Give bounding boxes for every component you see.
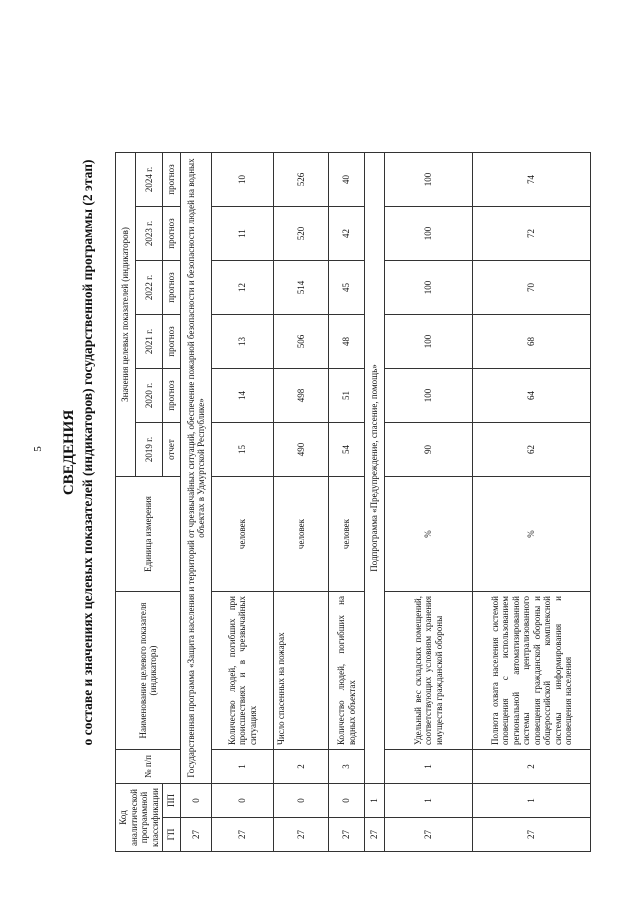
- row-value: 45: [329, 261, 365, 315]
- row-num: 1: [212, 750, 274, 784]
- header-kind: прогноз: [163, 315, 181, 369]
- row-value: 90: [385, 423, 473, 477]
- row-value: 64: [473, 369, 591, 423]
- row-name: Количество людей, погибших на водных объектах: [329, 592, 365, 750]
- header-year: 2024 г.: [135, 153, 162, 207]
- header-gp: ГП: [163, 818, 181, 852]
- row-unit: человек: [274, 477, 329, 592]
- row-unit: %: [473, 477, 591, 592]
- header-kind: прогноз: [163, 153, 181, 207]
- row-unit: %: [385, 477, 473, 592]
- section-title: Подпрограмма «Предупреждение, спасение, помощь»: [365, 153, 385, 784]
- header-year: 2023 г.: [135, 207, 162, 261]
- row-value: 13: [212, 315, 274, 369]
- page-number: 5: [32, 446, 44, 452]
- row-value: 520: [274, 207, 329, 261]
- row-gp: 27: [385, 818, 473, 852]
- row-name: Удельный вес складских помещений, соответствующих условиям хранения имущества гражданской обороны: [385, 592, 473, 750]
- header-pp: ПП: [163, 784, 181, 818]
- row-value: 10: [212, 153, 274, 207]
- header-values-group: Значения целевых показателей (индикаторов): [116, 153, 136, 477]
- row-pp: 0: [212, 784, 274, 818]
- row-value: 54: [329, 423, 365, 477]
- section-gp: 27: [181, 818, 212, 852]
- row-value: 12: [212, 261, 274, 315]
- header-name: Наименование целевого показателя (индикатора): [116, 592, 181, 750]
- header-year: 2020 г.: [135, 369, 162, 423]
- row-value: 72: [473, 207, 591, 261]
- row-gp: 27: [329, 818, 365, 852]
- row-name: Число спасенных на пожарах: [274, 592, 329, 750]
- row-value: 100: [385, 369, 473, 423]
- section-pp: 1: [365, 784, 385, 818]
- row-unit: человек: [329, 477, 365, 592]
- row-num: 3: [329, 750, 365, 784]
- row-value: 62: [473, 423, 591, 477]
- document-title: СВЕДЕНИЯ: [61, 409, 77, 496]
- row-name: Количество людей, погибших при происшествиях и в чрезвычайных ситуациях: [212, 592, 274, 750]
- header-kind: прогноз: [163, 369, 181, 423]
- row-value: 51: [329, 369, 365, 423]
- header-year: 2021 г.: [135, 315, 162, 369]
- header-num: № п/п: [116, 750, 181, 784]
- row-value: 506: [274, 315, 329, 369]
- row-value: 40: [329, 153, 365, 207]
- header-kind: прогноз: [163, 261, 181, 315]
- row-pp: 1: [473, 784, 591, 818]
- indicators-table: [115, 152, 591, 852]
- row-value: 100: [385, 315, 473, 369]
- row-value: 490: [274, 423, 329, 477]
- row-gp: 27: [212, 818, 274, 852]
- row-value: 100: [385, 261, 473, 315]
- header-kind: отчет: [163, 423, 181, 477]
- row-num: 1: [385, 750, 473, 784]
- document-subtitle: о составе и значениях целевых показателей (индикаторов) государственной программы (2 этап): [80, 159, 95, 746]
- section-gp: 27: [365, 818, 385, 852]
- row-gp: 27: [473, 818, 591, 852]
- row-value: 526: [274, 153, 329, 207]
- row-value: 14: [212, 369, 274, 423]
- row-value: 100: [385, 207, 473, 261]
- row-value: 498: [274, 369, 329, 423]
- header-code-group: Код аналитической программной классификации: [116, 784, 163, 852]
- row-unit: человек: [212, 477, 274, 592]
- row-value: 48: [329, 315, 365, 369]
- header-kind: прогноз: [163, 207, 181, 261]
- row-value: 68: [473, 315, 591, 369]
- row-pp: 0: [274, 784, 329, 818]
- header-unit: Единица измерения: [116, 477, 181, 592]
- row-value: 100: [385, 153, 473, 207]
- row-gp: 27: [274, 818, 329, 852]
- row-value: 15: [212, 423, 274, 477]
- section-title: Государственная программа «Защита населения и территорий от чрезвычайных ситуаций, обеспечение пожарной безопасности и безопасности людей на водных объектах в Удмуртской Республике»: [181, 153, 212, 784]
- row-value: 70: [473, 261, 591, 315]
- row-num: 2: [473, 750, 591, 784]
- row-value: 11: [212, 207, 274, 261]
- row-pp: 0: [329, 784, 365, 818]
- row-pp: 1: [385, 784, 473, 818]
- row-num: 2: [274, 750, 329, 784]
- header-year: 2022 г.: [135, 261, 162, 315]
- row-value: 74: [473, 153, 591, 207]
- section-pp: 0: [181, 784, 212, 818]
- row-value: 42: [329, 207, 365, 261]
- header-year: 2019 г.: [135, 423, 162, 477]
- row-value: 514: [274, 261, 329, 315]
- row-name: Полнота охвата населения системой оповещения с использованием региональной автоматизированной системы централизованного оповещения гражданской обороны и общероссийской комплексной системы информирования и оповещения населения: [473, 592, 591, 750]
